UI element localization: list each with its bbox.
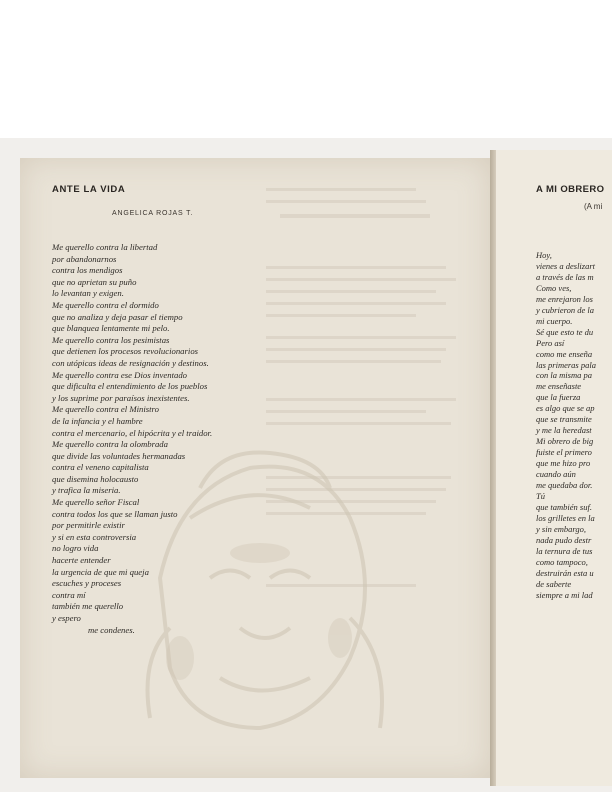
poem-line: a través de las m [536,271,594,282]
poem-body [52,242,212,636]
poem-line: Pero así [536,337,565,348]
poem-line: me condenes. [88,624,135,635]
poem-line: Mi obrero de big [536,436,594,447]
poem-line: que dificulta el entendimiento de los pueblos [52,381,208,392]
poem-line: la ternura de tus [536,545,593,556]
poem-line: y los suprime por paraísos inexistentes. [52,392,190,403]
poem-line: que detienen los procesos revolucionarios [52,346,199,357]
poem-line: de saberte [536,578,572,589]
poem-line: y cubrieron de la [536,304,594,315]
poem-line: mi cuerpo. [536,315,573,326]
poem-line: también me querello [52,601,124,612]
poem-line: por permitirle existir [52,520,125,531]
poem-line: que me hizo pro [536,458,591,469]
poem-line: Me querello contra el Ministro [52,404,159,415]
poem-line: que la fuerza [536,392,581,403]
poem-line: Sé que esto te du [536,326,594,337]
poem-line: que no aprietan su puño [52,276,137,287]
poem-line: de la infancia y el hambre [52,415,143,426]
poem-author: ANGELICA ROJAS T. [112,210,194,217]
poem-line: contra los mendigos [52,265,123,276]
poem-line: fuiste el primero [536,447,592,458]
poem-line: siempre a mi lad [536,589,593,600]
poem-line: nada pudo destr [536,534,592,545]
poem-line: me quedaba dor. [536,480,593,491]
poem-line: que disemina holocausto [52,473,139,484]
poem-line: Hoy, [536,250,552,260]
poem-line: me enrejaron los [536,293,593,304]
poem-line: que no analiza y deja pasar el tiempo [52,311,183,322]
poem-line: me enseñaste [536,381,582,392]
poem-line: por abandonarnos [52,253,117,264]
poem-line: Me querello contra la olombrada [52,439,168,450]
right-poem-body [536,250,596,601]
poem-line: es algo que se ap [536,403,595,414]
poem-line: contra el mercenario, el hipócrita y el traidor. [52,427,213,438]
right-poem-dedication: (A mi [584,202,603,211]
poem-line: cuando aún [536,469,576,480]
poem-line: contra el veneno capitalista [52,462,149,473]
poem-line: que también suf. [536,501,592,512]
poem-line: y sin embargo, [536,523,586,534]
right-poem-title: A MI OBRERO [536,184,605,195]
poem-line: que se transmite [536,414,592,425]
poem-line: los grilletes en la [536,512,595,523]
poem-line: contra todos los que se llaman justo [52,508,178,519]
poem-line: Me querello señor Fiscal [52,497,140,508]
poem-line: y me la heredast [536,425,592,436]
poem-line: Me querello contra los pesimistas [52,334,170,345]
poem-title: ANTE LA VIDA [52,184,126,195]
poem-line: como tampoco, [536,556,588,567]
poem-line: con la misma pa [536,370,592,381]
poem-line: Me querello contra el dormido [52,299,159,310]
poem-line: Como ves, [536,282,572,293]
poem-line: hacerte entender [52,555,111,566]
poem-line: que blanquea lentamente mi pelo. [52,323,170,334]
poem-line: escuches y proceses [52,578,122,589]
left-page [20,158,490,778]
poem-line: lo levantan y exigen. [52,288,124,299]
poem-line: que divide las voluntades hermanadas [52,450,186,461]
poem-line: Tú [536,490,545,501]
poem-line: Me querello contra la libertad [52,242,158,252]
poem-line: Me querello contra ese Dios inventado [52,369,188,380]
poem-line: no logro vida [52,543,99,554]
poem-line: la urgencia de que mi queja [52,566,149,577]
poem-line: destruirán esta u [536,567,594,578]
poem-line: y trafica la miseria. [52,485,121,496]
poem-line: contra mí [52,589,86,600]
poem-line: y espero [52,613,81,623]
poem-line: las primeras pala [536,359,596,370]
poem-line: con utópicas ideas de resignación y destinos. [52,357,209,368]
right-page [496,150,612,786]
poem-line: vienes a deslizart [536,260,596,271]
poem-line: y si en esta controversia [52,531,137,542]
poem-line: como me enseña [536,348,593,359]
